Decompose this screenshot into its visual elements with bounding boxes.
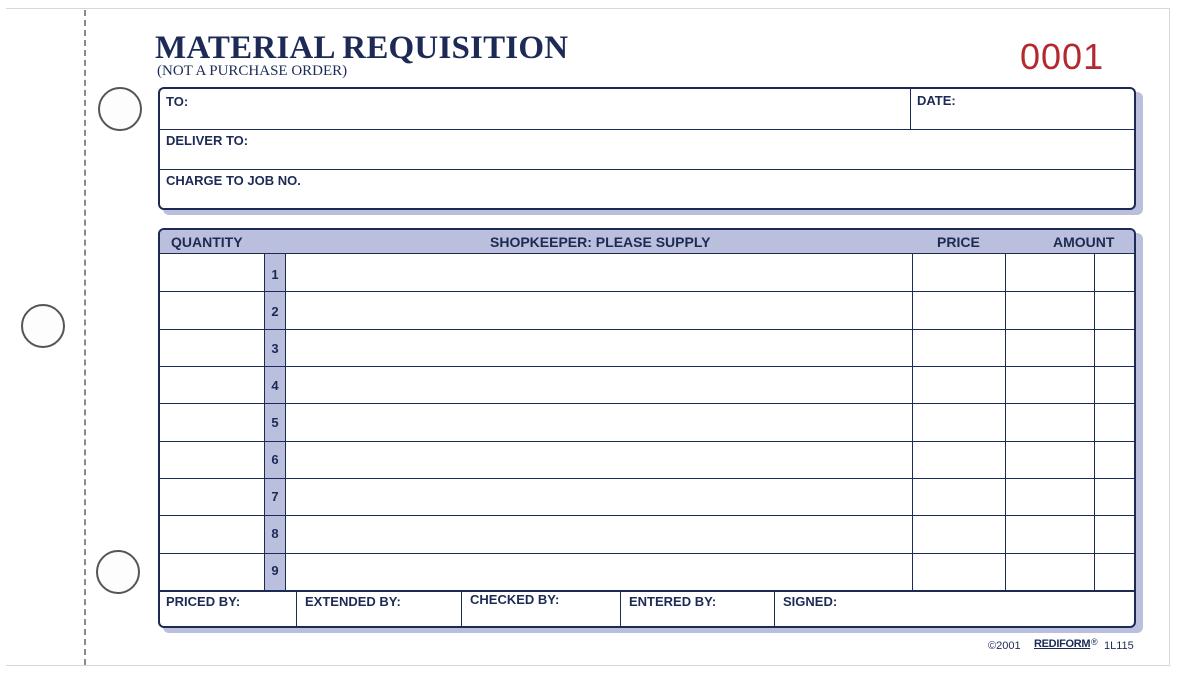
row-number: 6 — [271, 452, 279, 467]
row-number: 3 — [271, 341, 279, 356]
form-subtitle: (NOT A PURCHASE ORDER) — [157, 63, 348, 79]
extended-by-field[interactable]: EXTENDED BY: — [305, 594, 401, 609]
item-row-line — [160, 366, 1134, 367]
registered-mark: ® — [1091, 637, 1098, 647]
description-header: SHOPKEEPER: PLEASE SUPPLY — [490, 234, 711, 250]
item-row-line — [160, 403, 1134, 404]
binder-hole-top — [98, 87, 142, 131]
binder-hole-middle — [21, 304, 65, 348]
priced-by-field[interactable]: PRICED BY: — [166, 594, 241, 609]
to-field[interactable]: TO: — [166, 94, 189, 109]
item-row-line — [160, 515, 1134, 516]
row-number: 1 — [271, 267, 279, 282]
form-number: 0001 — [1020, 36, 1105, 77]
checked-by-field[interactable]: CHECKED BY: — [470, 592, 560, 607]
row-number: 8 — [271, 526, 279, 541]
copyright-text: ©2001 — [988, 640, 1021, 652]
item-row-line — [160, 441, 1134, 442]
signoff-cell-divider — [774, 590, 775, 626]
signoff-divider — [160, 590, 1134, 592]
charge-to-job-field[interactable]: CHARGE TO JOB NO. — [166, 173, 301, 188]
row-divider-1 — [160, 129, 1134, 130]
item-row-line — [160, 291, 1134, 292]
amount-column-divider — [1005, 254, 1006, 590]
signed-field[interactable]: SIGNED: — [783, 594, 838, 609]
product-code: 1L115 — [1104, 640, 1134, 652]
date-field[interactable]: DATE: — [917, 93, 956, 108]
quantity-header: QUANTITY — [171, 234, 243, 250]
date-divider — [910, 89, 911, 129]
rediform-logo: REDIFORM — [1034, 638, 1091, 650]
row-divider-2 — [160, 169, 1134, 170]
row-number: 7 — [271, 489, 279, 504]
signoff-cell-divider — [620, 590, 621, 626]
cents-column-divider — [1094, 254, 1095, 590]
deliver-to-field[interactable]: DELIVER TO: — [166, 133, 249, 148]
items-header — [160, 230, 1134, 254]
row-number: 4 — [271, 378, 279, 393]
signoff-cell-divider — [296, 590, 297, 626]
price-column-divider — [912, 254, 913, 590]
row-number: 9 — [271, 563, 279, 578]
form-title: MATERIAL REQUISITION — [155, 30, 569, 66]
items-table — [158, 228, 1136, 628]
item-row-line — [160, 553, 1134, 554]
address-box — [158, 87, 1136, 210]
binder-hole-bottom — [96, 550, 140, 594]
perforation-line — [84, 10, 86, 665]
signoff-cell-divider — [461, 590, 462, 626]
amount-header: AMOUNT — [1053, 234, 1115, 250]
entered-by-field[interactable]: ENTERED BY: — [629, 594, 717, 609]
item-row-line — [160, 329, 1134, 330]
price-header: PRICE — [937, 234, 980, 250]
item-row-line — [160, 478, 1134, 479]
row-number: 2 — [271, 304, 279, 319]
row-number: 5 — [271, 415, 279, 430]
